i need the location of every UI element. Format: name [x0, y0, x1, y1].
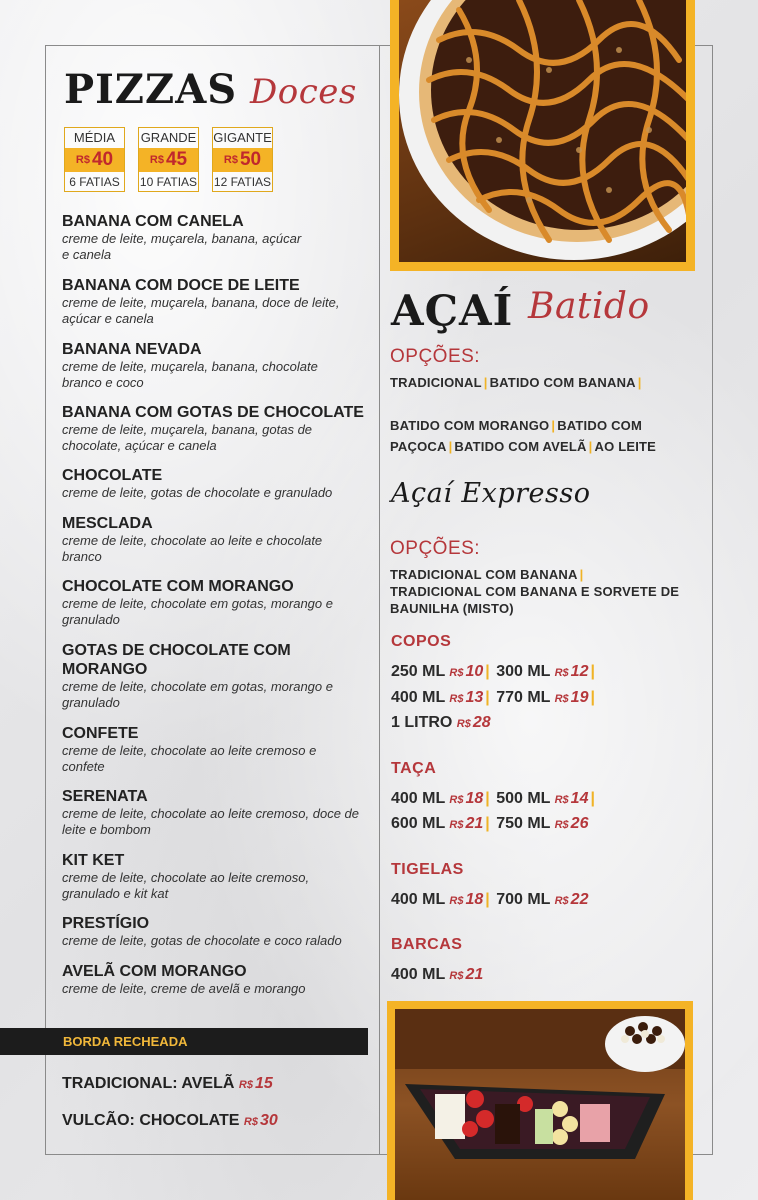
separator: |: [637, 375, 642, 390]
option-item: TRADICIONAL COM BANANA: [390, 567, 578, 582]
size-price: [555, 790, 589, 807]
pizza-name: CONFETE: [62, 725, 139, 742]
currency-label: R$: [449, 895, 464, 907]
currency-label: R$: [149, 154, 164, 166]
size-name: MÉDIA: [73, 130, 116, 145]
size-price: [555, 663, 589, 680]
pizza-name: GOTAS DE CHOCOLATE COM MORANGO: [62, 642, 291, 678]
acai-boat-photo: [387, 1001, 693, 1200]
borda-price: [239, 1075, 273, 1092]
price-value: 22: [570, 891, 589, 908]
tigelas-row: [391, 891, 588, 909]
copos-row: [391, 663, 597, 681]
size-price: [449, 689, 483, 706]
price-value: 40: [91, 149, 114, 170]
size-value: 700 ML: [496, 891, 551, 908]
price-value: 14: [570, 790, 589, 807]
size-value: 770 ML: [496, 689, 551, 706]
size-value: 400 ML: [391, 891, 445, 908]
price-value: 12: [570, 663, 589, 680]
pizza-desc: creme de leite, chocolate ao leite cremoso e confete: [62, 743, 317, 774]
price-value: 10: [465, 663, 484, 680]
pizza-item: [62, 212, 372, 263]
barcas-row: [391, 966, 483, 984]
size-value: 1 LITRO: [391, 714, 453, 731]
price-value: 19: [570, 689, 589, 706]
separator: |: [485, 790, 490, 807]
size-value: 300 ML: [496, 663, 551, 680]
pizza-item: [62, 851, 372, 902]
option-item: BATIDO COM BANANA: [489, 375, 636, 390]
separator: |: [485, 663, 490, 680]
size-value: 250 ML: [391, 663, 445, 680]
separator: |: [590, 790, 595, 807]
pizza-item: [62, 466, 372, 501]
acai-boat-illustration: [395, 1009, 685, 1200]
size-name: GIGANTE: [213, 130, 272, 145]
size-value: 400 ML: [391, 790, 445, 807]
currency-label: R$: [449, 819, 464, 831]
pizza-illustration: [399, 0, 686, 262]
pizza-item: [62, 787, 372, 838]
size-slices: 10 FATIAS: [139, 175, 198, 189]
price-value: 50: [239, 149, 262, 170]
pizza-name: PRESTÍGIO: [62, 915, 150, 932]
price-value: 28: [472, 714, 491, 731]
size-price: [449, 815, 483, 832]
separator: |: [485, 891, 490, 908]
price-value: 30: [259, 1112, 278, 1129]
pizza-name: KIT KET: [62, 852, 125, 869]
size-name: GRANDE: [140, 130, 197, 145]
expresso-options-label: OPÇÕES:: [390, 538, 481, 559]
borda-label: BORDA RECHEADA: [63, 1034, 188, 1049]
separator: |: [485, 689, 490, 706]
borda-recheada-bar: [0, 1028, 368, 1055]
size-badge-grande: [138, 127, 199, 192]
size-price: [555, 891, 589, 908]
pizza-item: [62, 514, 372, 565]
size-slices: 12 FATIAS: [213, 175, 272, 189]
acai-options-label: OPÇÕES:: [390, 346, 481, 367]
size-price: [457, 714, 491, 731]
acai-options-2: [390, 415, 710, 457]
pizza-name: SERENATA: [62, 788, 148, 805]
pizza-name: BANANA COM GOTAS DE CHOCOLATE: [62, 404, 364, 421]
currency-label: R$: [554, 667, 569, 679]
pizza-desc: creme de leite, gotas de chocolate e granulado: [62, 485, 333, 500]
pizza-desc: creme de leite, chocolate ao leite e chocolate branco: [62, 533, 323, 564]
currency-label: R$: [554, 794, 569, 806]
borda-name: VULCÃO: CHOCOLATE: [62, 1112, 240, 1129]
pizza-desc: creme de leite, creme de avelã e morango: [62, 981, 306, 996]
pizza-name: MESCLADA: [62, 515, 153, 532]
pizza-item: [62, 962, 372, 997]
separator: |: [579, 567, 584, 582]
size-price: [449, 790, 483, 807]
pizza-desc: creme de leite, chocolate em gotas, morango e granulado: [62, 596, 333, 627]
acai-title-script: Batido: [528, 286, 650, 327]
taca-row: [391, 790, 597, 808]
option-item: BATIDO COM AVELÃ: [454, 439, 587, 454]
pizza-desc: creme de leite, gotas de chocolate e coco ralado: [62, 933, 342, 948]
size-price: [449, 966, 483, 983]
currency-label: R$: [243, 1116, 258, 1128]
price-value: 18: [465, 790, 484, 807]
size-price: [555, 815, 589, 832]
pizza-name: BANANA COM CANELA: [62, 213, 244, 230]
price-value: 26: [570, 815, 589, 832]
size-price: [139, 148, 198, 172]
pizza-desc: creme de leite, muçarela, banana, chocolate branco e coco: [62, 359, 318, 390]
price-value: 15: [254, 1075, 273, 1092]
pizza-desc: creme de leite, chocolate em gotas, morango e granulado: [62, 679, 333, 710]
acai-expresso-title: Açaí Expresso: [391, 478, 591, 509]
pizza-item: [62, 276, 372, 327]
currency-label: R$: [554, 693, 569, 705]
size-price: [555, 689, 589, 706]
pizzas-title: PIZZAS: [64, 66, 238, 113]
size-badge-media: [64, 127, 125, 192]
pizza-desc: creme de leite, chocolate ao leite cremoso, granulado e kit kat: [62, 870, 310, 901]
separator: |: [551, 418, 556, 433]
separator: |: [590, 689, 595, 706]
pizza-desc: creme de leite, chocolate ao leite cremoso, doce de leite e bombom: [62, 806, 360, 837]
pizza-item: [62, 724, 372, 775]
pizza-name: AVELÃ COM MORANGO: [62, 963, 247, 980]
separator: |: [588, 439, 593, 454]
borda-option: [62, 1112, 278, 1130]
barcas-label: BARCAS: [391, 936, 463, 953]
size-value: 750 ML: [496, 815, 551, 832]
size-price: [449, 663, 483, 680]
borda-option: [62, 1075, 273, 1093]
taca-label: TAÇA: [391, 760, 437, 777]
currency-label: R$: [75, 154, 90, 166]
size-slices: 6 FATIAS: [69, 175, 120, 189]
chocolate-pizza-photo: [390, 0, 695, 271]
copos-row: [391, 689, 597, 707]
size-value: 400 ML: [391, 689, 445, 706]
currency-label: R$: [223, 154, 238, 166]
option-item: BATIDO COM PAÇOCA: [390, 418, 643, 454]
option-item: TRADICIONAL COM BANANA E SORVETE DE BAUNILHA (MISTO): [390, 584, 680, 616]
column-divider: [379, 45, 380, 1155]
pizza-name: BANANA NEVADA: [62, 341, 202, 358]
size-price: [449, 891, 483, 908]
size-value: 600 ML: [391, 815, 445, 832]
currency-label: R$: [449, 693, 464, 705]
price-value: 13: [465, 689, 484, 706]
acai-options-1: [390, 374, 710, 391]
currency-label: R$: [449, 667, 464, 679]
pizza-item: [62, 914, 372, 949]
size-price: [213, 148, 272, 172]
separator: |: [590, 663, 595, 680]
currency-label: R$: [449, 794, 464, 806]
size-value: 400 ML: [391, 966, 445, 983]
currency-label: R$: [554, 895, 569, 907]
pizza-name: CHOCOLATE COM MORANGO: [62, 578, 294, 595]
copos-row: [391, 714, 491, 732]
taca-row: [391, 815, 588, 833]
size-badge-gigante: [212, 127, 273, 192]
pizza-desc: creme de leite, muçarela, banana, doce de leite, açúcar e canela: [62, 295, 340, 326]
expresso-options: [390, 566, 710, 617]
option-item: BATIDO COM MORANGO: [390, 418, 550, 433]
size-value: 500 ML: [496, 790, 551, 807]
borda-name: TRADICIONAL: AVELÃ: [62, 1075, 235, 1092]
copos-label: COPOS: [391, 633, 452, 650]
currency-label: R$: [238, 1079, 253, 1091]
pizza-item: [62, 340, 372, 391]
size-price: [65, 148, 124, 172]
price-value: 21: [465, 966, 484, 983]
acai-title: AÇAÍ: [391, 286, 514, 335]
price-value: 18: [465, 891, 484, 908]
price-value: 21: [465, 815, 484, 832]
pizzas-title-script: Doces: [250, 72, 357, 112]
pizza-desc: creme de leite, muçarela, banana, gotas de chocolate, açúcar e canela: [62, 422, 313, 453]
separator: |: [448, 439, 453, 454]
pizza-desc: creme de leite, muçarela, banana, açúcar e canela: [62, 231, 302, 262]
option-item: TRADICIONAL: [390, 375, 482, 390]
currency-label: R$: [456, 718, 471, 730]
option-item: AO LEITE: [594, 439, 657, 454]
pizza-name: CHOCOLATE: [62, 467, 163, 484]
tigelas-label: TIGELAS: [391, 861, 464, 878]
separator: |: [485, 815, 490, 832]
pizza-name: BANANA COM DOCE DE LEITE: [62, 277, 300, 294]
pizza-item: [62, 403, 372, 454]
pizza-item: [62, 641, 372, 711]
separator: |: [483, 375, 488, 390]
price-value: 45: [165, 149, 188, 170]
currency-label: R$: [449, 970, 464, 982]
pizza-item: [62, 577, 372, 628]
currency-label: R$: [554, 819, 569, 831]
borda-price: [244, 1112, 278, 1129]
